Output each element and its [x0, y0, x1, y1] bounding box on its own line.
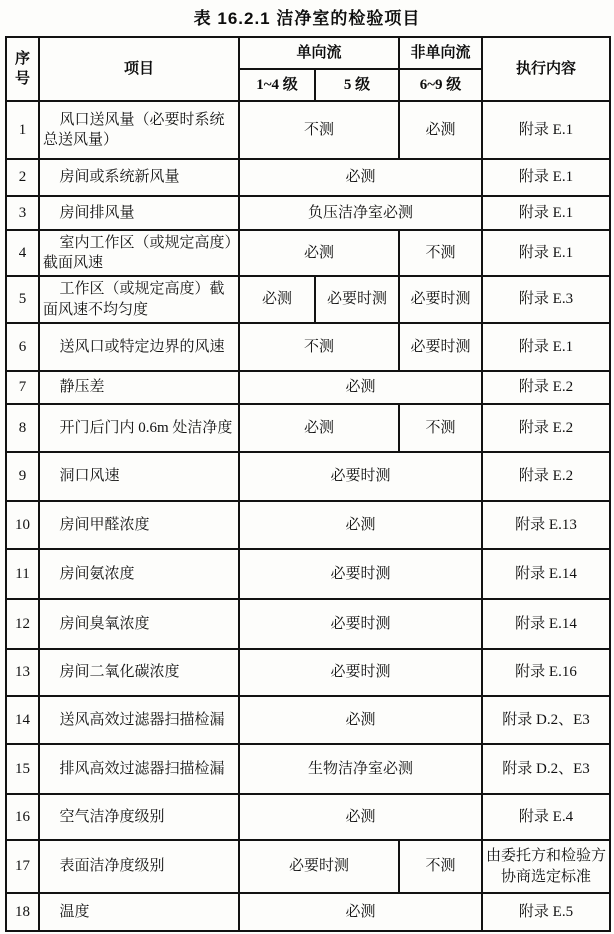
item-cell: 温度 — [39, 893, 239, 931]
item-cell: 房间甲醛浓度 — [39, 501, 239, 549]
measure-cell: 生物洁净室必测 — [239, 744, 482, 794]
item-cell: 房间二氧化碳浓度 — [39, 649, 239, 696]
item-cell: 排风高效过滤器扫描检漏 — [39, 744, 239, 794]
measure-cell: 不测 — [399, 840, 482, 893]
header-class-6-9: 6~9 级 — [399, 69, 482, 101]
table-row — [6, 893, 610, 931]
row-number: 18 — [6, 893, 39, 931]
row-number: 16 — [6, 794, 39, 840]
item-cell: 房间臭氧浓度 — [39, 599, 239, 649]
measure-cell: 必测 — [239, 230, 399, 276]
measure-cell: 必要时测 — [239, 649, 482, 696]
item-cell: 送风口或特定边界的风速 — [39, 323, 239, 371]
table-row — [6, 196, 610, 230]
row-number: 4 — [6, 230, 39, 276]
table-row — [6, 371, 610, 404]
measure-cell: 必要时测 — [399, 276, 482, 323]
table-header — [6, 37, 610, 101]
header-non-unidirectional: 非单向流 — [399, 37, 482, 69]
table-body — [6, 101, 610, 931]
measure-cell: 必测 — [399, 101, 482, 159]
measure-cell: 必测 — [239, 404, 399, 452]
measure-cell: 必要时测 — [315, 276, 399, 323]
execution-cell: 附录 E.4 — [482, 794, 610, 840]
measure-cell: 必要时测 — [239, 599, 482, 649]
execution-cell: 附录 E.16 — [482, 649, 610, 696]
measure-cell: 必测 — [239, 794, 482, 840]
measure-cell: 必测 — [239, 696, 482, 744]
execution-cell: 由委托方和检验方协商选定标准 — [482, 840, 610, 893]
item-cell: 室内工作区（或规定高度）截面风速 — [39, 230, 239, 276]
header-execution: 执行内容 — [482, 37, 610, 101]
execution-cell: 附录 E.3 — [482, 276, 610, 323]
row-number: 7 — [6, 371, 39, 404]
row-number: 17 — [6, 840, 39, 893]
item-cell: 送风高效过滤器扫描检漏 — [39, 696, 239, 744]
row-number: 3 — [6, 196, 39, 230]
measure-cell: 不测 — [399, 404, 482, 452]
header-class-1-4: 1~4 级 — [239, 69, 315, 101]
table-row — [6, 404, 610, 452]
table-row — [6, 452, 610, 501]
table-row — [6, 649, 610, 696]
item-cell: 房间氨浓度 — [39, 549, 239, 599]
row-number: 11 — [6, 549, 39, 599]
row-number: 13 — [6, 649, 39, 696]
measure-cell: 不测 — [239, 101, 399, 159]
execution-cell: 附录 E.1 — [482, 323, 610, 371]
measure-cell: 必测 — [239, 501, 482, 549]
row-number: 15 — [6, 744, 39, 794]
table-row — [6, 696, 610, 744]
item-cell: 开门后门内 0.6m 处洁净度 — [39, 404, 239, 452]
measure-cell: 必要时测 — [239, 452, 482, 501]
execution-cell: 附录 E.2 — [482, 371, 610, 404]
measure-cell: 必测 — [239, 159, 482, 196]
row-number: 10 — [6, 501, 39, 549]
table-row — [6, 159, 610, 196]
execution-cell: 附录 E.13 — [482, 501, 610, 549]
measure-cell: 不测 — [399, 230, 482, 276]
item-cell: 洞口风速 — [39, 452, 239, 501]
execution-cell: 附录 E.1 — [482, 101, 610, 159]
header-class-5: 5 级 — [315, 69, 399, 101]
measure-cell: 必要时测 — [239, 549, 482, 599]
execution-cell: 附录 E.2 — [482, 404, 610, 452]
measure-cell: 必要时测 — [239, 840, 399, 893]
table-row — [6, 276, 610, 323]
execution-cell: 附录 E.1 — [482, 196, 610, 230]
item-cell: 房间或系统新风量 — [39, 159, 239, 196]
table-title: 表 16.2.1 洁净室的检验项目 — [193, 9, 421, 28]
row-number: 6 — [6, 323, 39, 371]
row-number: 12 — [6, 599, 39, 649]
item-cell: 静压差 — [39, 371, 239, 404]
execution-cell: 附录 E.14 — [482, 599, 610, 649]
execution-cell: 附录 D.2、E3 — [482, 744, 610, 794]
row-number: 5 — [6, 276, 39, 323]
table-row — [6, 794, 610, 840]
row-number: 1 — [6, 101, 39, 159]
execution-cell: 附录 E.1 — [482, 159, 610, 196]
measure-cell: 必要时测 — [399, 323, 482, 371]
table-row — [6, 549, 610, 599]
table-row — [6, 599, 610, 649]
execution-cell: 附录 E.14 — [482, 549, 610, 599]
table-row — [6, 501, 610, 549]
execution-cell: 附录 E.5 — [482, 893, 610, 931]
item-cell: 房间排风量 — [39, 196, 239, 230]
measure-cell: 负压洁净室必测 — [239, 196, 482, 230]
measure-cell: 必测 — [239, 276, 315, 323]
table-row — [6, 230, 610, 276]
item-cell: 表面洁净度级别 — [39, 840, 239, 893]
header-item: 项目 — [39, 37, 239, 101]
execution-cell: 附录 D.2、E3 — [482, 696, 610, 744]
table-row — [6, 323, 610, 371]
header-unidirectional: 单向流 — [239, 37, 399, 69]
row-number: 8 — [6, 404, 39, 452]
inspection-table — [5, 36, 611, 932]
table-row — [6, 840, 610, 893]
item-cell: 工作区（或规定高度）截面风速不均匀度 — [39, 276, 239, 323]
row-number: 9 — [6, 452, 39, 501]
row-number: 14 — [6, 696, 39, 744]
measure-cell: 必测 — [239, 893, 482, 931]
row-number: 2 — [6, 159, 39, 196]
item-cell: 空气洁净度级别 — [39, 794, 239, 840]
measure-cell: 必测 — [239, 371, 482, 404]
execution-cell: 附录 E.2 — [482, 452, 610, 501]
header-no: 序号 — [6, 37, 39, 101]
execution-cell: 附录 E.1 — [482, 230, 610, 276]
item-cell: 风口送风量（必要时系统总送风量） — [39, 101, 239, 159]
table-row — [6, 744, 610, 794]
table-row — [6, 101, 610, 159]
measure-cell: 不测 — [239, 323, 399, 371]
